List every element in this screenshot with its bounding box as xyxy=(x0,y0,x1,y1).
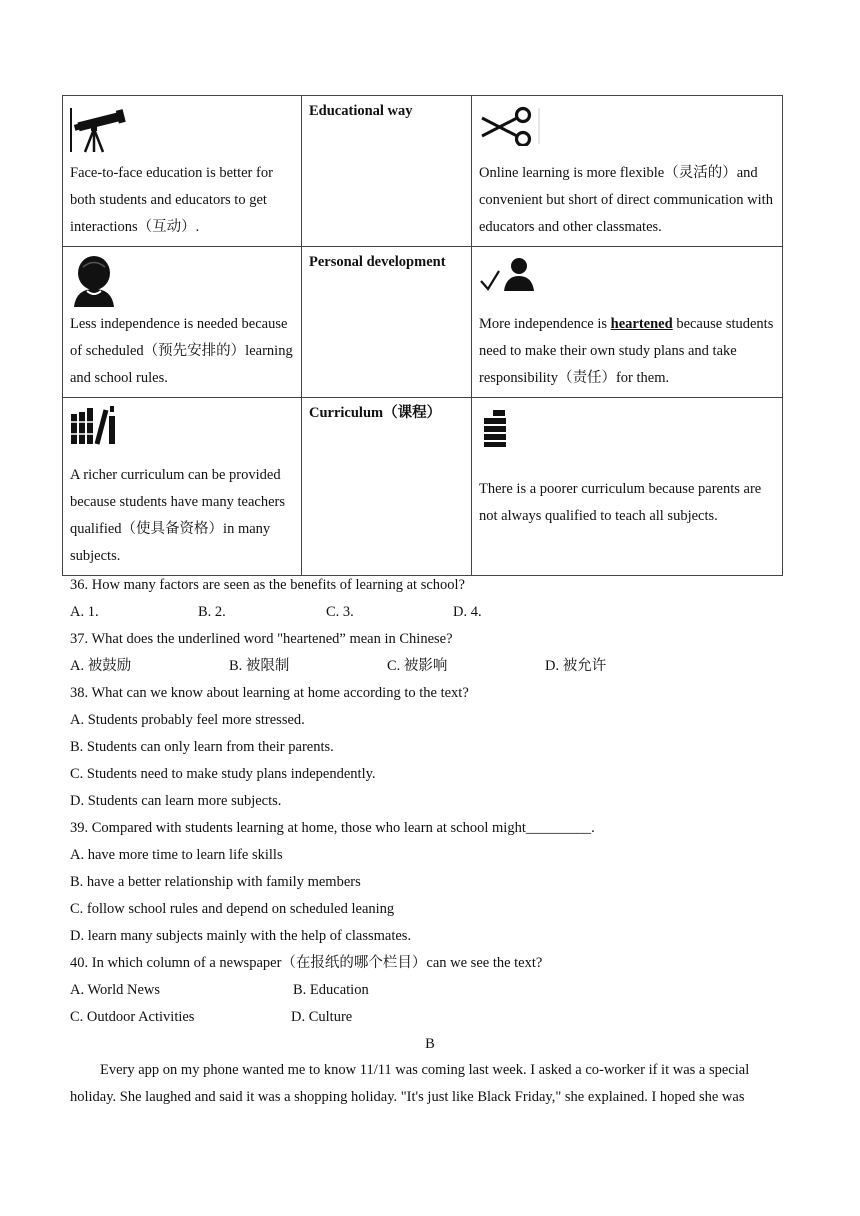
option-d: D. learn many subjects mainly with the help of classmates. xyxy=(70,928,412,944)
underlined-keyword: heartened xyxy=(610,316,673,332)
table-cell-home-education xyxy=(472,247,783,398)
option-c: C. Students need to make study plans independently. xyxy=(70,766,376,782)
cell-text: Online learning is more flexible（灵活的）and convenient but short of direct communication with educators and other classmates. xyxy=(479,165,773,235)
option-c: C. Outdoor Activities xyxy=(70,1009,195,1025)
option-b: B. 2. xyxy=(198,604,226,620)
option-b: B. have a better relationship with family members xyxy=(70,874,361,890)
passage-line: holiday. She laughed and said it was a shopping holiday. "It's just like Black Friday," she explained. I hoped she was xyxy=(70,1089,745,1105)
option-c: C. 被影响 xyxy=(387,658,448,674)
table-row xyxy=(63,96,783,247)
cell-text: A richer curriculum can be provided because students have many teachers qualified（使具备资格）in many subjects. xyxy=(70,467,285,564)
row-header: Educational way xyxy=(309,103,413,119)
table-row xyxy=(63,247,783,398)
telescope-icon xyxy=(70,102,294,160)
option-c: C. follow school rules and depend on scheduled leaning xyxy=(70,901,395,917)
question-39: 39. Compared with students learning at home, those who learn at school might_________. xyxy=(70,820,595,836)
option-a: A. have more time to learn life skills xyxy=(70,847,283,863)
option-a: A. Students probably feel more stressed. xyxy=(70,712,305,728)
cell-text xyxy=(479,311,775,392)
table-cell-school-education xyxy=(63,247,302,398)
option-c: C. 3. xyxy=(326,604,354,620)
option-b: B. Students can only learn from their parents. xyxy=(70,739,334,755)
row-header: Curriculum（课程） xyxy=(309,405,442,421)
cell-text: There is a poorer curriculum because parents are not always qualified to teach all subjects. xyxy=(479,481,762,524)
section-label: B xyxy=(425,1036,435,1052)
passage-paragraph xyxy=(70,1057,782,1111)
cell-text: Less independence is needed because of scheduled（预先安排的）learning and school rules. xyxy=(70,316,293,386)
option-b: B. 被限制 xyxy=(229,658,290,674)
option-d: D. Culture xyxy=(291,1009,353,1025)
question-37: 37. What does the underlined word "heartened” mean in Chinese? xyxy=(70,631,453,647)
option-a: A. World News xyxy=(70,982,160,998)
option-a: A. 1. xyxy=(70,604,99,620)
option-d: D. 4. xyxy=(453,604,482,620)
option-d: D. Students can learn more subjects. xyxy=(70,793,282,809)
passage-line: Every app on my phone wanted me to know 11/11 was coming last week. I asked a co-worker if it was a special xyxy=(100,1062,750,1078)
question-40: 40. In which column of a newspaper（在报纸的哪个栏目）can we see the text? xyxy=(70,955,543,971)
row-header-cell xyxy=(302,247,472,398)
cell-text-after: because students need to make their own study plans and take responsibility（责任）for them. xyxy=(479,316,774,386)
option-a: A. 被鼓励 xyxy=(70,658,132,674)
book-stack-icon xyxy=(479,404,775,462)
question-36: 36. How many factors are seen as the benefits of learning at school? xyxy=(70,577,465,593)
question-38: 38. What can we know about learning at home according to the text? xyxy=(70,685,469,701)
row-header: Personal development xyxy=(309,254,446,270)
option-d: D. 被允许 xyxy=(545,658,607,674)
check-person-icon xyxy=(479,253,775,311)
person-head-icon xyxy=(70,253,294,311)
books-icon xyxy=(70,404,294,462)
row-header-cell xyxy=(302,398,472,576)
table-cell-home-education xyxy=(472,96,783,247)
table-cell-school-education xyxy=(63,398,302,576)
comparison-table xyxy=(62,95,783,576)
table-cell-home-education xyxy=(472,398,783,576)
cell-text: Face-to-face education is better for both students and educators to get interactions（互动）. xyxy=(70,165,273,235)
scissors-icon xyxy=(479,102,775,160)
option-b: B. Education xyxy=(293,982,369,998)
table-cell-school-education xyxy=(63,96,302,247)
cell-text-before: More independence is xyxy=(479,316,611,332)
row-header-cell xyxy=(302,96,472,247)
table-row xyxy=(63,398,783,576)
